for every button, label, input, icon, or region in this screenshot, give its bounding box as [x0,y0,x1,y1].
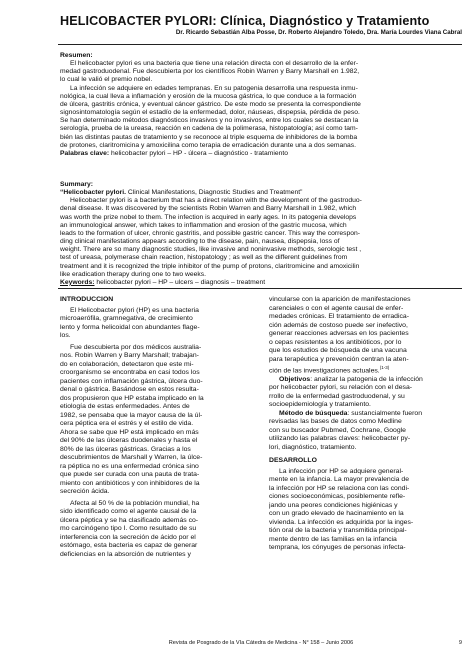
text-line: de protones, claritromicina y amoxicilina como terapia de erradicación durante una a dos semanas. [60,141,357,149]
text-line: interferencia con la secreción de ácido por el [60,533,196,541]
article-title: HELICOBACTER PYLORI: Clínica, Diagnóstico y Tratamiento [60,14,430,28]
text-line: ding clinical manifestations appears according to the disease, pain, nausea, dispepsia, loss of [60,238,340,246]
text-line [269,376,461,385]
intro-body [60,307,252,560]
text-line: de úlcera, gastritis crónica, y eventual cáncer gástrico. De este modo se presenta la correspondiente [60,100,361,108]
text-line: mo carcinógeno tipo I. Como resultado de su [60,525,197,532]
text-line: cera péptica era el estrés y el estilo de vida. [60,420,194,427]
text-line: Helicobacter pylori is a bacterium that has a direct relation with the development of the gastroduo- [70,197,362,205]
resumen-body [60,60,462,150]
summary-section [60,181,462,287]
text-line: denal o gástrica. Basándose en estos resulta- [60,386,199,393]
right-intro-continuation [269,296,461,376]
text-line: ciones socioeconómicas, posiblemente refle- [269,493,406,501]
desarrollo-heading: DESARROLLO [269,457,317,465]
text-line: 80% de las úlceras gástricas. Gracias a los [60,445,191,453]
text-line: Afecta al 50 % de la población mundial, ha [70,499,200,507]
text-line: mente en la infancia. La mayor prevalencia de [269,476,409,484]
text-line [269,410,461,419]
text-line: was worth the prize nobel to them. The infection is acquired in early ages. In its patogenia develops [60,213,357,221]
text-line: mente dentro de las familias en la infancia [269,535,397,543]
summary-keywords-label: Keywords: [60,278,95,286]
resumen-keywords [60,150,462,158]
objetivos-text: : analizar la patogenia de la infección [310,375,423,383]
reference-superscript: (1-3) [379,365,390,370]
text-line: 1982, se pensaba que la mayor causa de la úl- [60,411,203,419]
right-column [269,296,461,553]
text-line: utilizando las palabras claves: helicobacter py- [269,435,411,443]
resumen-section [60,52,462,158]
text-line: microaerófila, gramnegativa, de crecimiento [60,315,193,322]
text-line: an immunological answer, which takes to inflammation and erosion of the gastric mucosa, which [60,221,347,229]
text-line: Fue descubierta por dos médicos australia- [70,343,202,351]
text-line: nológica, la cual lleva a inflamación y erosión de la mucosa gástrica, lo que conduce a la formación [60,92,357,100]
text-line: con su buscador Pubmed, Cochrane, Google [269,426,406,434]
text-line: úlcera péptica y se ha clasificado además co- [60,516,199,524]
text-line: que los estudios de búsqueda de una vacuna [269,347,407,354]
text-line: medades crónicas. El tratamiento de erradica- [269,313,409,320]
text-line: ción de las investigaciones actuales.$^{(1-3)}$ [269,365,390,375]
text-line: leads to the formation of ulcer, chronic gastritis, and possible gastric cancer. This way the correspon- [60,229,361,237]
text-line: los. [60,332,71,339]
text-line: sido identificado como el agente causal de la [60,508,197,515]
text-line: que puede ser curada con una pauta de trata- [60,471,200,478]
objetivos-paragraph [269,376,461,410]
page-number: 9 [458,640,462,646]
text-line: ción además de costoso puede ser inefectivo, [269,321,408,329]
intro-paragraph [60,500,252,560]
text-line: treatment and it is recognized the triple inhibitor of the pump of protons, claritromicine and amoxicilin [60,262,360,270]
text-line: weight. There are so many diagnostic studies, like invasive and noninvasive methods, serologic test , [60,246,362,254]
resumen-paragraph [60,60,462,84]
text-line: o cepas resistentes a los antibióticos, por lo [269,338,402,346]
text-line: La infección por HP se adquiere general- [279,467,404,475]
summary-keywords [60,279,462,287]
summary-title-bold: “Helicobacter pylori. [60,189,127,197]
text-line: vivienda. La infección es adquirida por la inges- [269,518,414,526]
text-line: vincularse con la aparición de manifestaciones [269,296,411,303]
metodo-paragraph [269,410,461,453]
journal-footer: Revista de Posgrado de la VIa Cátedra de Medicina - N° 158 – Junio 2006 [168,640,354,646]
text-line: descubrimientos de Marshall y Warren, la úlce- [60,454,203,461]
summary-title-line [60,189,462,197]
metodo-text: : sustancialmente fueron [347,409,423,417]
authors-line: Dr. Ricardo Sebastián Alba Posse, Dr. Roberto Alejandro Toledo, Dra. María Lourdes Viana Cabral [175,29,462,36]
intro-paragraph [60,307,252,341]
text-line: carenciales o con el agente causal de enfer- [269,304,404,312]
text-line: ra péptica no es una enfermedad crónica sino [60,462,199,470]
text-line: signosintomatología según el estadío de la enfermedad, dolor, náuseas, dispepsia, pérdida de peso. [60,109,360,117]
intro-paragraph [60,344,252,497]
text-line: del 90% de las úlceras duodenales y hasta el [60,437,198,444]
text-line: la infección por HP se relaciona con las condi- [269,484,410,492]
text-line: secreción ácida. [60,488,110,495]
text-line: etiología de estas enfermedades. Antes de [60,403,190,410]
section-divider [58,288,462,289]
text-line: por helicobacter pylori, su relación con el desa- [269,384,413,392]
intro-heading: INTRODUCCION [60,296,114,303]
text-line: test of ureasa, polymerase chain reaction, histopatology ; as well as the different guidelines from [60,254,348,262]
resumen-paragraph [60,85,462,150]
text-line: rrollo de la enfermedad gastroduodenal, y su [269,392,405,400]
summary-body [60,197,462,279]
text-line: El Helicobacter pylori (HP) es una bacteria [70,306,199,314]
summary-keywords-text: helicobacter pylori – HP – ulcers – diagnosis – treatment [94,278,266,286]
keywords-label: Palabras clave: [60,149,110,157]
text-line: socioepidemiología y tratamiento. [269,401,371,409]
text-line: Ahora se sabe que HP está implicado en más [60,428,199,436]
text-line: La infección se adquiere en edades tempranas. En su patogenia desarrolla una respuesta inmu- [70,84,358,92]
text-line: tión oral de la bacteria y transmitida principal- [269,527,407,535]
text-line: revisadas las bases de datos como Medline [269,418,402,426]
text-line: croorganismo se encontraba en casi todos los [60,369,200,376]
text-line: lori, diagnóstico, tratamiento. [269,443,357,451]
top-divider [58,44,462,45]
text-line: jando una peores condiciones higiénicas y [269,501,398,509]
text-line: like eradication therapy during one to two weeks. [60,270,206,278]
text-line: bién las distintas pautas de tratamiento y se reconoce al triple esquema de inhibidores de la bomba [60,133,358,141]
text-line: con un grado elevado de hacinamiento en la [269,510,404,518]
text-line: do en colaboración, detectaron que este mi- [60,360,194,368]
objetivos-label: Objetivos [279,375,311,383]
text-line: pacientes con inflamación gástrica, úlcera duo- [60,377,203,385]
text-line: medad gastroduodenal. Fue descubierta por los científicos Robin Warren y Barry Marshall en 1.982, [60,68,360,76]
resumen-heading: Resumen: [60,52,93,59]
text-line: El helicobacter pylori es una bacteria que tiene una relación directa con el desarrollo de la enfer- [70,60,359,68]
keywords-text: helicobacter pylori – HP - úlcera – diagnóstico - tratamiento [109,149,289,157]
text-line: dos propusieron que HP estaba implicado en la [60,394,204,402]
text-line: Se han determinado métodos diagnósticos invasivos y no invasivos, entre los cuales se destacan la [60,117,359,125]
text-line: generar reacciones adversas en los pacientes [269,330,409,337]
text-line: temprana, los cónyuges de personas infecta- [269,544,406,552]
text-line: denal disease. It was discovered by the scientists Robin Warren and Barry Marshall in 1.982, which [60,205,357,213]
left-column [60,296,252,559]
text-line: lo cual le valió el premio nobel. [60,76,153,84]
text-line: serología, prueba de la ureasa, reacción en cadena de la polimerasa, histopatología; así como tam- [60,125,358,133]
text-line: miento con antibióticos y con inhibidores de la [60,479,200,487]
summary-heading: Summary: [60,181,94,188]
text-line: para terapéutica y prevención centran la aten- [269,355,409,363]
metodo-label: Método de búsqueda [279,409,348,417]
desarrollo-body [269,468,461,553]
text-line: estómago, esta bacteria es capaz de generar [60,542,198,549]
text-line: nos. Robin Warren y Barry Marshall; trabajan- [60,352,199,359]
text-line: lento y forma helicoidal con abundantes flage- [60,323,200,331]
text-line: deficiencias en la absorción de nutrientes y [60,550,191,558]
summary-title-rest: Clinical Manifestations, Diagnostic Studies and Treatment” [126,189,303,197]
